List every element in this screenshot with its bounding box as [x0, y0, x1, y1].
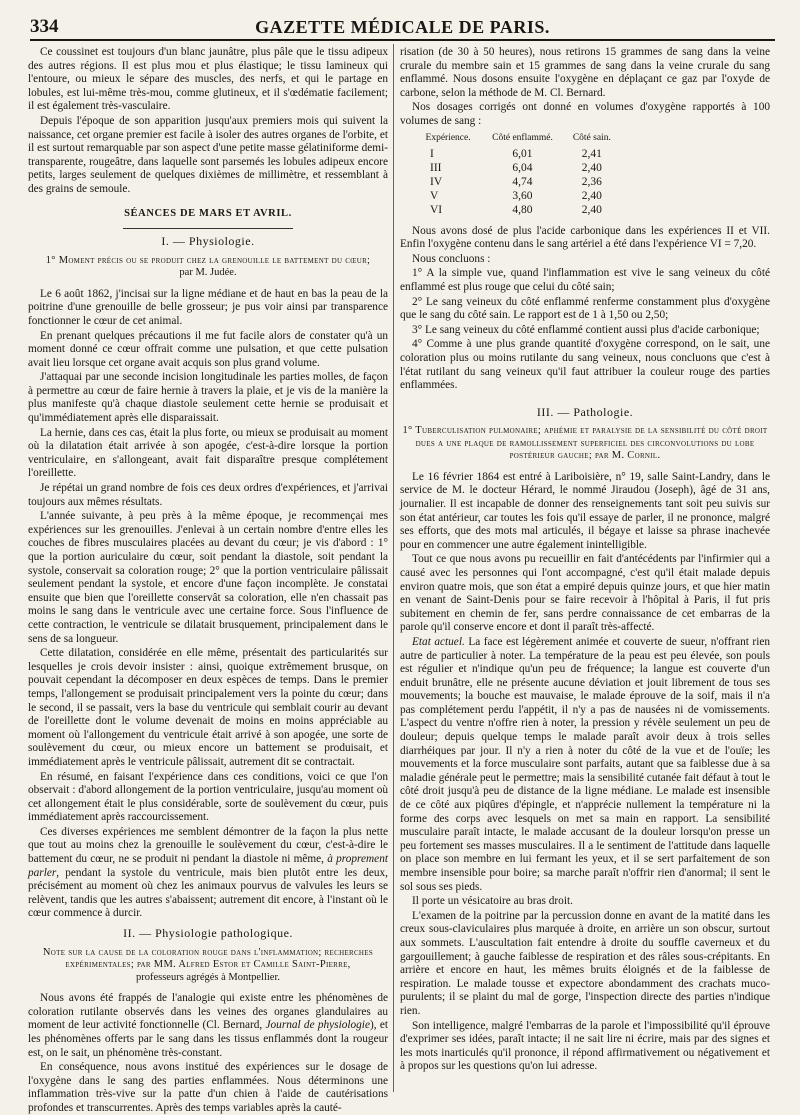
text-run: ), et les phénomènes offerts par le sang dans les tissus enflammés dont la rougeur est, on le sait, un phénomène très-constant. [28, 1019, 388, 1059]
table-header: Côté sain. [572, 132, 611, 143]
oxygen-table [414, 131, 621, 217]
article-title-text: 1° Tuberculisation pulmonaire; aphémie et paralysie de la sensibilité du côté droit dues a une plaque de ramollissement superficiel des circonvolutions du lobe postérieur gauche; par M. Cornil. [402, 425, 768, 462]
table-header: Côté enflammé. [492, 132, 553, 143]
paragraph: Nos dosages corrigés ont donné en volumes d'oxygène rapportés à 100 volumes de sang : [400, 101, 770, 127]
paragraph: risation (de 30 à 50 heures), nous retirons 15 grammes de sang dans la veine crurale du membre sain et 15 grammes de sang dans la veine crurale du sang enflammé. Nous dosons ensuite l'oxygène en déplaçant ce gaz par l'oxyde de carbone, selon la méthode de M. Cl. Bernard. [400, 46, 770, 99]
running-title: GAZETTE MÉDICALE DE PARIS. [255, 16, 550, 37]
paragraph: L'examen de la poitrine par la percussion donne en avant de la matité dans les creux sous-claviculaires plus marquée à droite, en arrière un son obscur, surtout aux sommets. L'auscultation fait entendre à droite du souffle caverneux et du gargouillement; à gauche faiblesse de respiration et des râles sous-crépitants. En arrière et encore en haut, les mêmes bruits éloignés et de la faiblesse de respiration. Le malade tousse et expectore abondamment des crachats muco-purulents; il se plaint du mal de gorge, l'inspection directe des parties n'indique rien. [400, 909, 770, 1017]
article-title-text: Note sur la cause de la coloration rouge dans l'inflammation; recherches expérimentales; par MM. Alfred Estor et Camille Saint-Pierre, [42, 946, 374, 971]
table-header: Expérience. [425, 132, 471, 143]
conclusion-item: 1° A la simple vue, quand l'inflammation est vive le sang veineux du côté enflammé est plus rouge que celui du côté sain; [400, 267, 770, 293]
table-cell: VI [430, 203, 443, 216]
table-row [414, 147, 621, 161]
table-cell: 2,36 [581, 175, 602, 188]
table-row [414, 161, 621, 175]
emphasis: Journal de physiologie [265, 1019, 370, 1032]
table-cell: 2,40 [581, 189, 602, 202]
table-cell: III [430, 161, 442, 174]
table-cell: 6,01 [512, 147, 533, 160]
table-cell: 6,04 [512, 161, 533, 174]
text-run: La face est légèrement animée et couverte de sueur, n'offrant rien autre de particulier à noter. La température de la peau est peu élevée, son pouls est régulier et n'indique qu'un peu de fréquence; la langue est couverte d'un enduit brunâtre, elle ne présente aucune déviation et jouit librement de tous ses mouvements; la bouche est mauvaise, le malade éprouve de la soif, mais il n'a pas complétement perdu l'appétit, il n'y a pas de nausées ni de vomissements. L'aspect du ventre n'offre rien à noter, la pression y révèle seulement un peu de douleur; depuis quelque temps le malade paraît avoir deux à trois selles diarrhéiques par jour. Il n'y a rien à noter du côté de la vue et de l'ouïe; les mouvements et la force musculaire sont parfaits, autant que sa faiblesse due à sa maladie générale peut le permettre; mais la sensibilité cutanée fait défaut à tout le côté droit jusqu'à peu de distance de la ligne médiane. Le malade est insensible de ce côté aux piqûres d'épingle, et n'apprécie nullement la température ni la forme des corps avec lesquels on met sa main en rapport. La sensibilité musculaire paraît intacte, le malade accusant de la douleur lorsqu'on presse un peu fortement ses masses musculaires. Il a le sentiment de l'attitude dans laquelle on place son membre en lui fermant les yeux, et il se sert parfaitement de son membre insensible pour boire; sa marche paraît n'offrir rien d'anormal; il sent le sol sous ses pieds. [400, 635, 770, 893]
paragraph: J'attaquai par une seconde incision longitudinale les parties molles, de façon à permettre au cœur de faire hernie à travers la plaie, et je vis de la manière la plus manifeste qu'à chaque diastole seulement cette hernie se produisait et qu'immédiatement après elle disparaissait. [28, 371, 388, 425]
column-divider [393, 44, 394, 1092]
paragraph: Je répétai un grand nombre de fois ces deux ordres d'expériences, et j'arrivai toujours aux mêmes résultats. [28, 482, 388, 508]
article-author: par M. Judée. [179, 267, 237, 279]
table-cell: 2,40 [581, 161, 602, 174]
page-number: 334 [30, 16, 59, 37]
table-header-row [414, 131, 621, 147]
table-cell: 3,60 [512, 189, 533, 202]
paragraph: Le 6 août 1862, j'incisai sur la ligne médiane et de haut en bas la peau de la poitrine d'une grenouille de belle grosseur; je pus voir ainsi par transparence fonctionner le cœur de cet animal. [28, 287, 388, 327]
spacer [400, 394, 770, 400]
paragraph: En résumé, en faisant l'expérience dans ces conditions, voici ce que l'on observait : d'abord allongement de la portion ventriculaire, jusqu'au moment où cet allongement était le plus considérable, sorte de soulèvement du cœur, puis immédiatement après raccourcissement. [28, 770, 388, 824]
paragraph: Nous concluons : [412, 252, 491, 265]
article-title-text: 1° Moment précis ou se produit chez la grenouille le battement du cœur; [45, 254, 371, 266]
sessions-heading: SÉANCES DE MARS ET AVRIL. [124, 207, 292, 219]
page-header [30, 14, 775, 40]
emphasis: à proprement parler [28, 853, 388, 879]
article-author-affiliation: professeurs agrégés à Montpellier. [135, 971, 281, 983]
section-heading-physiologie-pathologique: II. — Physiologie pathologique. [123, 926, 293, 941]
emphasis: Etat actuel. [412, 635, 465, 648]
article-title-judee [28, 255, 388, 280]
table-cell: IV [430, 175, 443, 188]
paragraph: Tout ce que nous avons pu recueillir en fait d'antécédents par l'infirmier qui a causé avec les personnes qui l'ont accompagné, c'est qu'il était malade depuis environ quatre mois, que son état a empiré depuis quinze jours, et que hier matin en venant de Saint-Denis pour se faire recevoir à l'hôpital à Paris, il fut pris subitement en chemin de fer, sans perdre connaissance de cet embarras de la parole qu'il conserve encore et dont il paraît très-affecté. [400, 553, 770, 634]
paragraph: Depuis l'époque de son apparition jusqu'aux premiers mois qui suivent la naissance, cet organe premier est facile à isoler des autres organes de l'orbite, et il est surtout remarquable par son aspect d'une petite masse gélatiniforme demi-transparente, rougeâtre, dans laquelle sont parsemés les lobules adipeux encore petits, larges seulement de quelques dixièmes de millimètre, et ressemblant à des grains de semoule. [28, 114, 388, 195]
paragraph [28, 826, 388, 921]
paragraph: Son intelligence, malgré l'embarras de la parole et l'impossibilité qu'il éprouve d'exprimer ses idées, paraît intacte; il ne sait lire ni écrire, mais par des signes et les mots inarticulés qu'il prononce, il répond affirmativement ou négativement et à propos sur les questions qu'on lui adresse. [400, 1019, 770, 1073]
table-row [414, 203, 621, 217]
paragraph [28, 992, 388, 1060]
table-cell: 2,40 [581, 203, 602, 216]
paragraph: Le 16 février 1864 est entré à Lariboisière, n° 19, salle Saint-Landry, dans le service de M. le docteur Hérard, le nommé Jiraudou (Joseph), âgé de 31 ans, journalier. Il est incapable de donner des renseignements tant soit peu suivis sur son état antérieur, car toutes les fois qu'il essaye de parler, il ne prononce, malgré ses efforts, que des mots mal articulés, il bégaye et laisse sa phrase inachevée pour en commencer une autre également inintelligible. [400, 470, 770, 551]
paragraph: Ce coussinet est toujours d'un blanc jaunâtre, plus pâle que le tissu adipeux des autres régions. Il est plus mou et plus élastique; le tissu lamineux qui l'entoure, ou mieux le sépare des muscles, des nerfs, et qui le partage en lobules, est lui-même très-mou, comme glutineux, et il s'œdématie facilement; il est également très-vasculaire. [28, 46, 388, 113]
article-title-estor [28, 947, 388, 985]
paragraph: Il porte un vésicatoire au bras droit. [412, 895, 573, 908]
table-cell: I [430, 147, 434, 160]
table-cell: V [430, 189, 439, 202]
right-column [400, 46, 770, 1092]
paragraph [400, 636, 770, 894]
paragraph: La hernie, dans ces cas, était la plus forte, ou mieux se produisait au moment où la dilatation était arrivée à son apogée, c'est-à-dire lorsque la portion ventriculaire, en s'allongeant, avait fait disparaître presque complétement l'oreillette. [28, 426, 388, 480]
conclusion-item: 2° Le sang veineux du côté enflammé renferme constamment plus d'oxygène que le sang du côté sain. Le rapport est de 1 à 1,50 ou 2,50; [400, 295, 770, 322]
table-row [414, 175, 621, 189]
article-title-cornil [400, 425, 770, 463]
conclusion-item: 4° Comme à une plus grande quantité d'oxygène correspond, on le sait, une coloration plus ou moins rutilante du sang veineux, nous concluons que c'est à l'état rutilant du sang veineux qu'il faut attribuer la couleur rouge des parties enflammées. [400, 338, 770, 392]
table-row [414, 189, 621, 203]
left-column [28, 46, 388, 1114]
section-heading-physiologie: I. — Physiologie. [161, 234, 255, 249]
section-heading-pathologie: III. — Pathologie. [536, 404, 634, 419]
table-cell: 2,41 [581, 147, 602, 160]
text-run: Nous avons été frappés de l'analogie qui existe entre les phénomènes de coloration rutilante observés dans les veines des organes glandulaires au moment de leur activité fonctionnelle (Cl. Bernard, [28, 992, 388, 1032]
table-cell: 4,80 [512, 203, 533, 216]
paragraph: Nous avons dosé de plus l'acide carbonique dans les expériences II et VII. Enfin l'oxygène contenu dans le sang artériel a été dans l'expérience VI = 7,20. [400, 224, 770, 251]
text-run: , pendant la systole du ventricule, mais bien plutôt entre les deux, précisément au moment où chez les animaux pourvus de valvules les leurs se relèvent, tandis que les autres s'abaissent; autrement dit encore, à l'instant où le cœur commence à durcir. [28, 866, 388, 920]
paragraph: En conséquence, nous avons institué des expériences sur le dosage de l'oxygène dans le sang des parties enflammées. Nous déterminons une inflammation très-vive sur la patte d'un chien à l'aide de cautérisations profondes et transcurrentes. Après des temps variables après la cauté- [28, 1061, 388, 1114]
heading-rule [123, 228, 293, 229]
header-rule [30, 39, 775, 41]
paragraph: Cette dilatation, considérée en elle même, présentait des particularités sur lesquelles je crois devoir insister : ainsi, quoique extrêmement brusque, on pouvait cependant la décomposer en deux espèces de temps. Dans le premier temps, l'allongement se produisait principalement vers la pointe du cœur; dans le second, il se passait, vers la base du ventricule qui semblait courir au devant de l'oreillette dont le volume devenait de moins en moins appréciable au moment où l'allongement du ventricule était arrivé à son apogée, une sorte de soulèvement du cœur, ou mieux encore un battement se produisait, et immédiatement après le ventricule pâlissait, autrement dit se contractait. [28, 647, 388, 768]
conclusion-item: 3° Le sang veineux du côté enflammé contient aussi plus d'acide carbonique; [412, 323, 760, 336]
table-cell: 4,74 [512, 175, 533, 188]
paragraph: En prenant quelques précautions il me fut facile alors de constater qu'à un moment donné ce cœur offrait comme une pulsation, et que cette pulsation avait lieu lorsque cet organe avait acquis son plus grand volume. [28, 329, 388, 369]
text-run: Ces diverses expériences me semblent démontrer de la façon la plus nette que tout au moins chez la grenouille le soulèvement du cœur, c'est-à-dire le battement du cœur, ne se produit ni pendant la diastole ni même, [28, 825, 388, 866]
paragraph: L'année suivante, à peu près à la même époque, je recommençai mes expériences sur les grenouilles. J'enlevai à un certain nombre d'entre elles les couches de fibres musculaires placées au devant du cœur; je vis d'abord : 1° que la portion auriculaire du cœur, soit pendant la diastole, soit pendant la systole, conservait sa coloration rouge; 2° que la portion ventriculaire pâlissait seulement pendant la systole, et encore d'une façon incomplète. Je constatai ensuite que bien que l'oreillette conservât sa coloration, elle n'en chassait pas moins le sang dans le ventricule avec une certaine force. Sous l'influence de cette contraction, le ventricule se dilatait brusquement, principalement dans le sens de sa longueur. [28, 510, 388, 645]
